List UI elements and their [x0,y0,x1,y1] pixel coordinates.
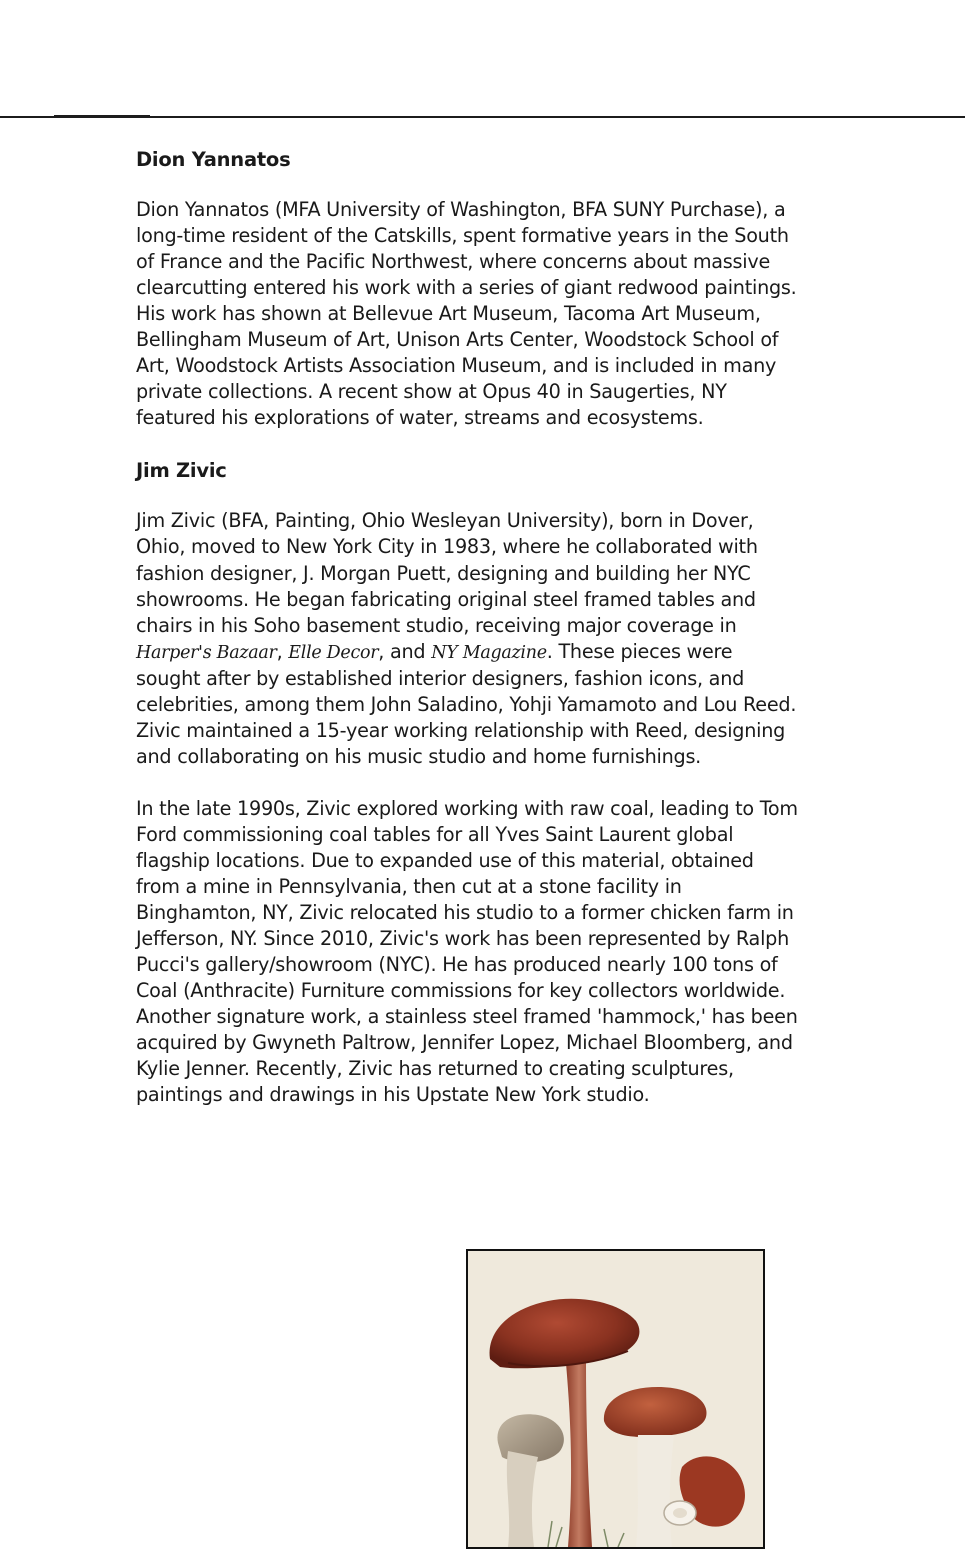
bio-heading-jim-zivic: Jim Zivic [136,459,227,483]
bio-paragraph-dion-yannatos: Dion Yannatos (MFA University of Washington, BFA SUNY Purchase), a long-time resident of the Catskills, spent formative years in the South of France and the Pacific Northwest, where concerns about massive clearcutting entered his work with a series of giant redwood paintings. His work has shown at Bellevue Art Museum, Tacoma Art Museum, Bellingham Museum of Art, Unison Arts Center, Woodstock School of Art, Woodstock Artists Association Museum, and is included in many private collections. A recent show at Opus 40 in Saugerties, NY featured his explorations of water, streams and ecosystems. [136,198,797,430]
text-run: , and [378,639,432,663]
bio-paragraph-jim-zivic-1 [136,508,801,769]
text-run: . These pieces were sought after by established interior designers, fashion icons, and celebrities, among them John Saladino, Yohji Yamamoto and Lou Reed. Zivic maintained a 15-year working relationship with Reed, designing and collaborating on his music studio and home furnishings. [136,639,797,768]
mushroom-drawing [468,1251,763,1547]
publication-title: NY Magazine [431,642,547,663]
bio-content [136,145,801,1108]
publication-title: Elle Decor [288,642,379,663]
text-run: , [276,639,289,663]
header-rule-tab [54,115,150,118]
text-run: Jim Zivic (BFA, Painting, Ohio Wesleyan University), born in Dover, Ohio, moved to New York City in 1983, where he collaborated with fashion designer, J. Morgan Puett, designing and building her NYC showrooms. He began fabricating original steel framed tables and chairs in his Soho basement studio, receiving major coverage in [136,509,758,637]
bio-paragraph-jim-zivic-2: In the late 1990s, Zivic explored working with raw coal, leading to Tom Ford commissioning coal tables for all Yves Saint Laurent global flagship locations. Due to expanded use of this material, obtained from a mine in Pennsylvania, then cut at a stone facility in Binghamton, NY, Zivic relocated his studio to a former chicken farm in Jefferson, NY. Since 2010, Zivic's work has been represented by Ralph Pucci's gallery/showroom (NYC). He has produced nearly 100 tons of Coal (Anthracite) Furniture commissions for key collectors worldwide. Another signature work, a stainless steel framed 'hammock,' has been acquired by Gwyneth Paltrow, Jennifer Lopez, Michael Bloomberg, and Kylie Jenner. Recently, Zivic has returned to creating sculptures, paintings and drawings in his Upstate New York studio. [136,796,798,1107]
bio-heading-dion-yannatos: Dion Yannatos [136,148,291,171]
mushroom-illustration [466,1249,765,1549]
publication-title: Harper's Bazaar [136,642,277,663]
